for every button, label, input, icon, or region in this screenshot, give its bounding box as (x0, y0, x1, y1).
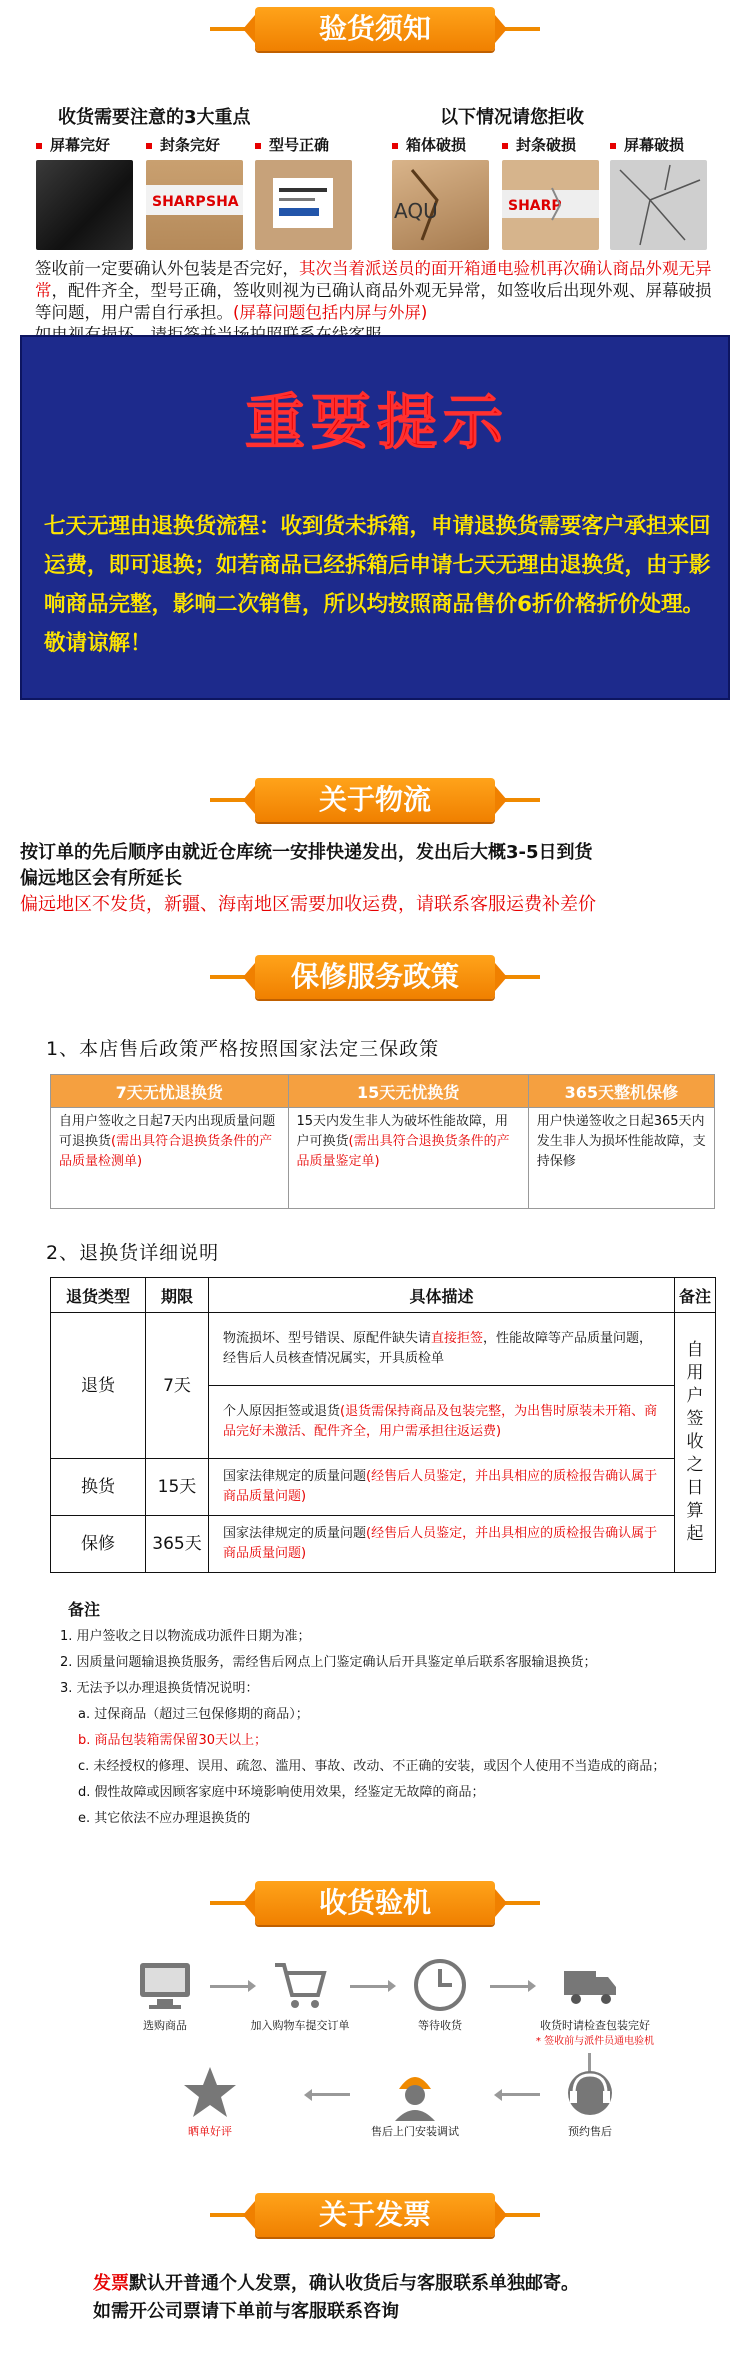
invoice-red: 发票 (93, 2273, 129, 2294)
note-item: e. 其它依法不应办理退换货的 (78, 1811, 251, 1826)
note-item: d. 假性故障或因顾客家庭中环境影响使用效果，经鉴定无故障的商品； (78, 1785, 485, 1800)
headset-icon (560, 2063, 620, 2123)
note-item: 2. 因质量问题输退换货服务，需经售后网点上门鉴定确认后开具鉴定单后联系客服输退换货； (60, 1655, 597, 1670)
invoice-banner (0, 2190, 750, 2240)
logistics-title: 关于物流 (255, 778, 495, 822)
note-item: c. 未经授权的修理、误用、疏忽、滥用、事故、改动、不正确的安装，或因个人使用不当造成的商品； (78, 1759, 666, 1774)
t1-cell-15day: 15天内发生非人为破坏性能故障，用户可换货(需出具符合退换货条件的产品质量鉴定单) (288, 1108, 528, 1209)
important-notice (20, 335, 730, 700)
cart-icon (270, 1955, 330, 2015)
invoice-title: 关于发票 (255, 2193, 495, 2237)
receive-banner (0, 1878, 750, 1928)
label-box-damaged: 箱体破损 (392, 134, 466, 155)
logistics-line1: 按订单的先后顺序由就近仓库统一安排快递发出，发出后大概3-5日到货 (20, 842, 593, 863)
star-icon (180, 2063, 240, 2123)
seal-broken-image (502, 160, 599, 250)
warranty-banner (0, 952, 750, 1002)
flow-arrow (490, 1985, 530, 1988)
row-return-type: 退货 (51, 1313, 146, 1459)
t2-header-type: 退货类型 (51, 1278, 146, 1313)
svg-text:SHA: SHA (206, 194, 239, 210)
t2-header-remark: 备注 (675, 1278, 716, 1313)
step-wait: 等待收货 (418, 2019, 462, 2032)
inspect-right-heading: 以下情况请您拒收 (440, 107, 584, 128)
label-screen-ok: 屏幕完好 (36, 134, 110, 155)
flow-arrow (210, 1985, 250, 1988)
flow-arrow (310, 2093, 350, 2096)
invoice-line2: 如需开公司票请下单前与客服联系咨询 (93, 2301, 399, 2322)
receive-title: 收货验机 (255, 1881, 495, 1925)
box-damaged-image (392, 160, 489, 250)
clock-icon (410, 1955, 470, 2015)
receive-flow (0, 1945, 750, 2145)
invoice-line1: 默认开普通个人发票，确认收货后与客服联系单独邮寄。 (129, 2273, 579, 2294)
step-review: 晒单好评 (188, 2125, 232, 2138)
row-exchange-days: 15天 (146, 1459, 209, 1516)
row-return-desc2: 个人原因拒签或退货(退货需保持商品及包装完整，为出售时原装未开箱、商品完好未激活、配件齐全，用户需承担往返运费) (209, 1386, 675, 1459)
truck-icon (560, 1955, 620, 2015)
note-item: b. 商品包装箱需保留30天以上； (78, 1733, 268, 1748)
row-exchange-desc: 国家法律规定的质量问题(经售后人员鉴定，并出具相应的质检报告确认属于商品质量问题) (209, 1459, 675, 1516)
label-model-ok: 型号正确 (255, 134, 329, 155)
warranty-title: 保修服务政策 (255, 955, 495, 999)
logistics-banner (0, 775, 750, 825)
label-seal-broken: 封条破损 (502, 134, 576, 155)
row-return-desc1: 物流损坏、型号错误、原配件缺失请直接拒签，性能故障等产品质量问题，经售后人员核查情况属实，开具质检单 (209, 1313, 675, 1386)
t1-cell-365day: 用户快递签收之日起365天内发生非人为损坏性能故障，支持保修 (528, 1108, 714, 1209)
seal-ok-image (146, 160, 243, 250)
notes-list (60, 1627, 720, 1835)
row-remark: 自用户签收之日算起 (675, 1313, 716, 1573)
flow-arrow (500, 2093, 540, 2096)
inspect-banner (0, 4, 750, 54)
notice-title: 重要提示 (245, 388, 509, 458)
flow-arrow (350, 1985, 390, 1988)
step-cart: 加入购物车提交订单 (250, 2019, 350, 2032)
inspect-paragraph: 签收前一定要确认外包装是否完好，其次当着派送员的面开箱通电验机再次确认商品外观无异常，配件齐全，型号正确，签收则视为已确认商品外观无异常，如签收后出现外观、屏幕破损等问题，用户需自行承担。(屏幕问题包括内屏与外屏) (35, 259, 712, 322)
t1-header-7day: 7天无忧退换货 (51, 1075, 289, 1108)
note-item: 3. 无法予以办理退换货情况说明： (60, 1681, 259, 1696)
step-check-note: * 签收前与派件员通电验机 (535, 2036, 655, 2047)
logistics-line3: 偏远地区不发货，新疆、海南地区需要加收运费，请联系客服运费补差价 (20, 894, 596, 915)
notes-heading: 备注 (68, 1600, 101, 1619)
label-seal-ok: 封条完好 (146, 134, 220, 155)
warranty-table (50, 1074, 715, 1209)
return-table (50, 1277, 716, 1573)
row-repair-desc: 国家法律规定的质量问题(经售后人员鉴定，并出具相应的质检报告确认属于商品质量问题) (209, 1516, 675, 1573)
model-ok-image (255, 160, 352, 250)
step-install: 售后上门安装调试 (371, 2125, 459, 2138)
step-check: 收货时请检查包装完好 (540, 2019, 650, 2032)
technician-icon (385, 2063, 445, 2123)
t2-header-period: 期限 (146, 1278, 209, 1313)
invoice-text (93, 2270, 713, 2326)
t1-header-365day: 365天整机保修 (528, 1075, 714, 1108)
svg-text:SHARP: SHARP (508, 198, 562, 214)
t1-cell-7day: 自用户签收之日起7天内出现质量问题可退换货(需出具符合退换货条件的产品质量检测单) (51, 1108, 289, 1209)
svg-text:SHARP: SHARP (152, 194, 206, 210)
row-return-days: 7天 (146, 1313, 209, 1459)
row-repair-type: 保修 (51, 1516, 146, 1573)
t1-header-15day: 15天无忧换货 (288, 1075, 528, 1108)
policy1: 1、本店售后政策严格按照国家法定三保政策 (46, 1038, 440, 1060)
screen-broken-image (610, 160, 707, 250)
row-exchange-type: 换货 (51, 1459, 146, 1516)
note-item: a. 过保商品（超过三包保修期的商品）； (78, 1707, 309, 1722)
logistics-text (20, 840, 735, 918)
screen-ok-image (36, 160, 133, 250)
row-repair-days: 365天 (146, 1516, 209, 1573)
inspect-title: 验货须知 (255, 7, 495, 51)
svg-text:AQU: AQU (394, 199, 438, 223)
policy2: 2、退换货详细说明 (46, 1242, 220, 1264)
computer-icon (135, 1955, 195, 2015)
t2-header-desc: 具体描述 (209, 1278, 675, 1313)
inspect-left-heading: 收货需要注意的3大重点 (58, 107, 251, 128)
logistics-line2: 偏远地区会有所延长 (20, 868, 182, 889)
label-screen-broken: 屏幕破损 (610, 134, 684, 155)
note-item: 1. 用户签收之日以物流成功派件日期为准； (60, 1629, 311, 1644)
notice-text: 七天无理由退换货流程：收到货未拆箱，申请退换货需要客户承担来回运费，即可退换；如若商品已经拆箱后申请七天无理由退换货，由于影响商品完整，影响二次销售，所以均按照商品售价6折价格折价处理。敬请谅解！ (44, 514, 711, 656)
step-appointment: 预约售后 (568, 2125, 612, 2138)
step-select: 选购商品 (143, 2019, 187, 2032)
